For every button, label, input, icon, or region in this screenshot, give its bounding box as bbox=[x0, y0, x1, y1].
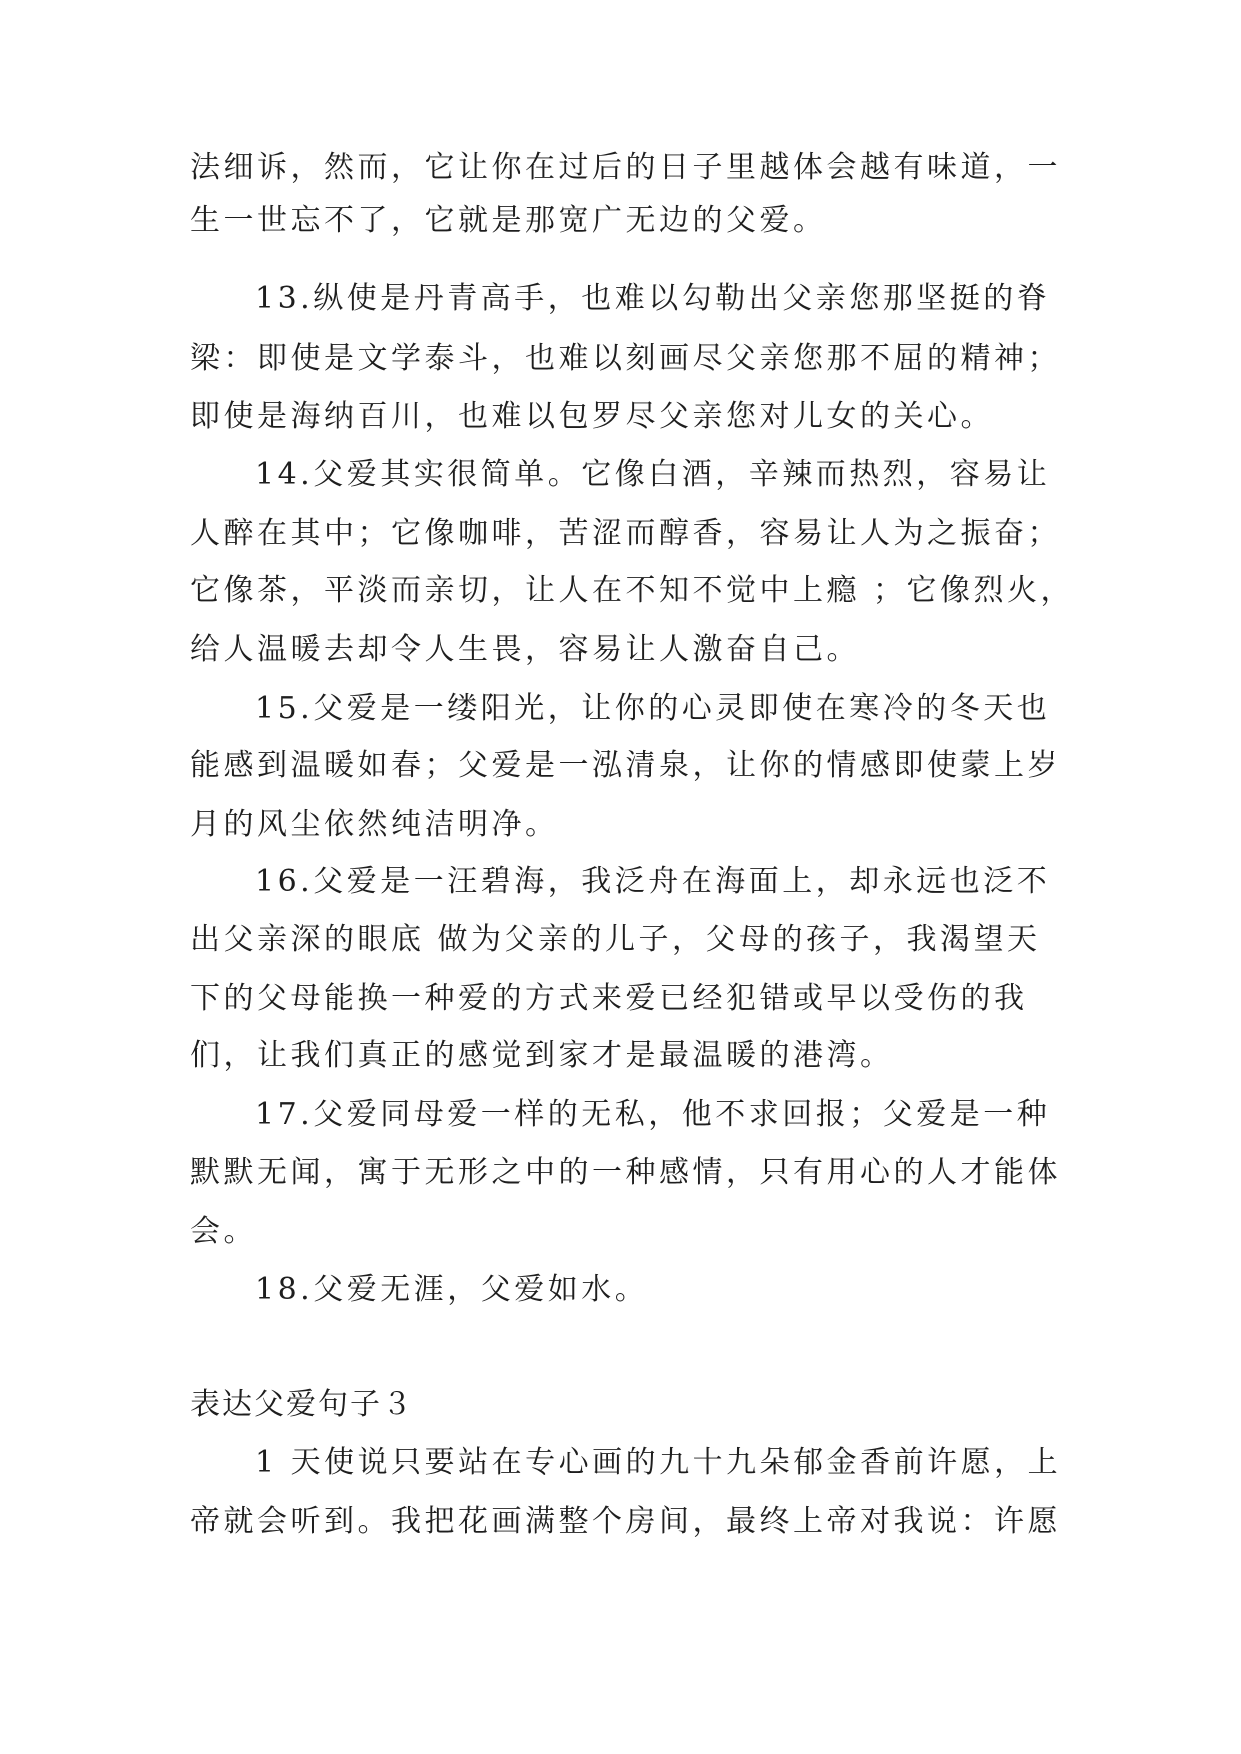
text-line: 帝就会听到。我把花画满整个房间，最终上帝对我说：许愿 bbox=[190, 1504, 1061, 1539]
text-line: 给人温暖去却令人生畏，容易让人激奋自己。 bbox=[190, 632, 860, 667]
text-line: 即使是海纳百川，也难以包罗尽父亲您对儿女的关心。 bbox=[190, 399, 994, 434]
text-line: 月的风尘依然纯洁明净。 bbox=[190, 807, 559, 842]
paragraph-16-start: 16.父爱是一汪碧海，我泛舟在海面上，却永远也泛不 bbox=[255, 864, 1051, 899]
paragraph-18: 18.父爱无涯，父爱如水。 bbox=[255, 1272, 649, 1307]
text-line: 默默无闻，寓于无形之中的一种感情，只有用心的人才能体 bbox=[190, 1155, 1061, 1190]
text-line: 出父亲深的眼底 做为父亲的儿子，父母的孩子，我渴望天 bbox=[190, 922, 1041, 957]
text-line: 人醉在其中；它像咖啡，苦涩而醇香，容易让人为之振奋； bbox=[190, 516, 1061, 551]
paragraph-17-start: 17.父爱同母爱一样的无私，他不求回报；父爱是一种 bbox=[255, 1097, 1051, 1132]
text-line: 下的父母能换一种爱的方式来爱已经犯错或早以受伤的我 bbox=[190, 981, 1028, 1016]
text-line: 会。 bbox=[190, 1214, 257, 1249]
text-line: 梁：即使是文学泰斗，也难以刻画尽父亲您那不屈的精神； bbox=[190, 341, 1061, 376]
text-line: 法细诉，然而，它让你在过后的日子里越体会越有味道，一 bbox=[190, 150, 1061, 185]
paragraph-13-start: 13.纵使是丹青高手，也难以勾勒出父亲您那坚挺的脊 bbox=[255, 281, 1051, 316]
section-heading: 表达父爱句子３ bbox=[190, 1387, 414, 1422]
text-line: 们，让我们真正的感觉到家才是最温暖的港湾。 bbox=[190, 1038, 894, 1073]
paragraph-14-start: 14.父爱其实很简单。它像白酒，辛辣而热烈，容易让 bbox=[255, 457, 1051, 492]
text-line: 生一世忘不了，它就是那宽广无边的父爱。 bbox=[190, 203, 827, 238]
text-line: 能感到温暖如春；父爱是一泓清泉，让你的情感即使蒙上岁 bbox=[190, 748, 1061, 783]
text-line: 它像茶，平淡而亲切，让人在不知不觉中上瘾 ；它像烈火， bbox=[190, 573, 1075, 608]
paragraph-15-start: 15.父爱是一缕阳光，让你的心灵即使在寒冷的冬天也 bbox=[255, 691, 1051, 726]
paragraph-1-start: 1 天使说只要站在专心画的九十九朵郁金香前许愿，上 bbox=[255, 1445, 1062, 1480]
